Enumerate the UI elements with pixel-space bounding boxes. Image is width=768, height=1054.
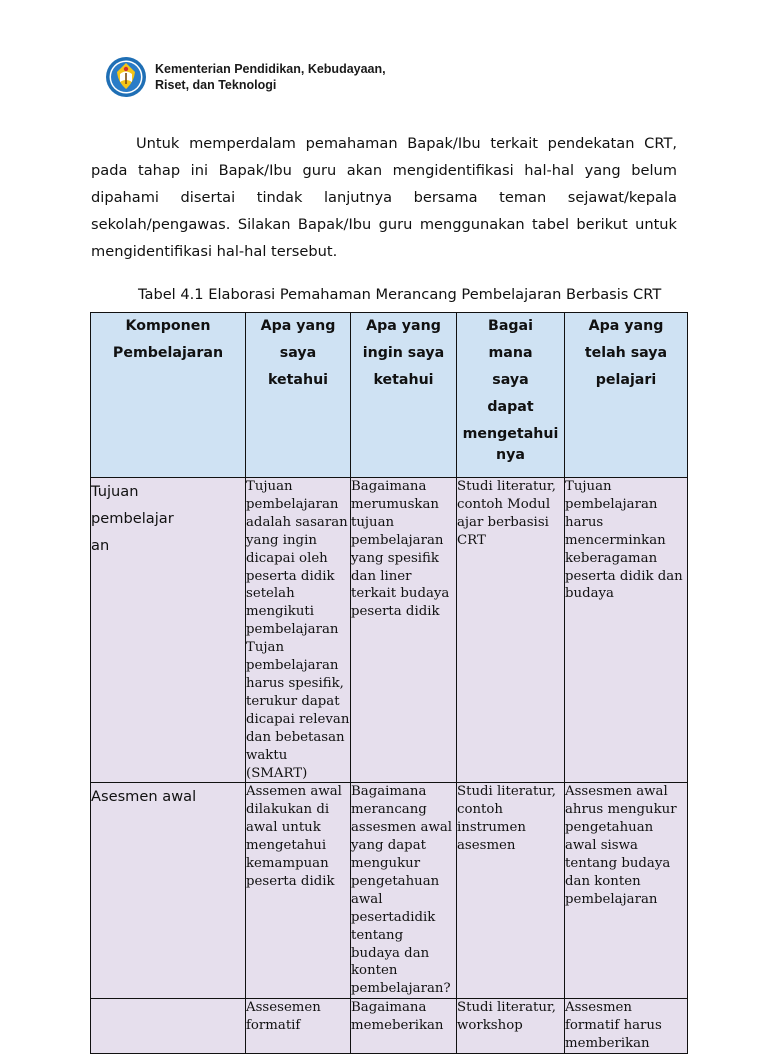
header-known: Apa yang saya ketahui bbox=[246, 313, 351, 478]
table-row bbox=[91, 478, 688, 783]
table-row bbox=[91, 999, 688, 1054]
how-to-find-out-cell: Studi literatur, contoh Modul ajar berbasisi CRT bbox=[457, 478, 565, 783]
how-to-find-out-cell: Studi literatur, workshop bbox=[457, 999, 565, 1054]
header-learned: Apa yang telah saya pelajari bbox=[565, 313, 688, 478]
ministry-name: Kementerian Pendidikan, Kebudayaan, Riset, dan Teknologi bbox=[155, 62, 386, 92]
page-header bbox=[105, 55, 395, 99]
how-to-find-out-cell: Studi literatur, contoh instrumen asesmen bbox=[457, 783, 565, 999]
header-component: Komponen Pembelajaran bbox=[91, 313, 246, 478]
table-row bbox=[91, 783, 688, 999]
intro-paragraph: Untuk memperdalam pemahaman Bapak/Ibu terkait pendekatan CRT, pada tahap ini Bapak/Ibu guru akan mengidentifikasi hal-hal yang belum dipahami disertai tindak lanjutnya bersama teman sejawat/kepala sekolah/pengawas. Silakan Bapak/Ibu guru menggunakan tabel berikut untuk mengidentifikasi hal-hal tersebut. bbox=[91, 135, 677, 260]
header-want-to-know: Apa yang ingin saya ketahui bbox=[351, 313, 457, 478]
known-cell: Tujuan pembelajaran adalah sasaran yang ingin dicapai oleh peserta didik setelah mengikuti pembelajaran Tujan pembelajaran harus spesifik, terukur dapat dicapai relevan dan bebetasan waktu (SMART) bbox=[246, 478, 351, 783]
component-cell: Asesmen awal bbox=[91, 783, 246, 999]
learned-cell: Tujuan pembelajaran harus mencerminkan keberagaman peserta didik dan budaya bbox=[565, 478, 688, 783]
learned-cell: Assesmen formatif harus memberikan bbox=[565, 999, 688, 1054]
known-cell: Assesemen formatif bbox=[246, 999, 351, 1054]
want-to-know-cell: Bagaimana merumuskan tujuan pembelajaran yang spesifik dan liner terkait budaya peserta didik bbox=[351, 478, 457, 783]
want-to-know-cell: Bagaimana merancang assesmen awal yang dapat mengukur pengetahuan awal pesertadidik tentang budaya dan konten pembelajaran? bbox=[351, 783, 457, 999]
component-cell: Tujuan pembelajar an bbox=[91, 478, 246, 783]
table-header-row bbox=[91, 313, 688, 478]
component-cell bbox=[91, 999, 246, 1054]
want-to-know-cell: Bagaimana memeberikan bbox=[351, 999, 457, 1054]
tut-wuri-handayani-logo-icon bbox=[105, 56, 147, 98]
known-cell: Assemen awal dilakukan di awal untuk mengetahui kemampuan peserta didik bbox=[246, 783, 351, 999]
learned-cell: Assesmen awal ahrus mengukur pengetahuan awal siswa tentang budaya dan konten pembelajaran bbox=[565, 783, 688, 999]
table-caption: Tabel 4.1 Elaborasi Pemahaman Merancang Pembelajaran Berbasis CRT bbox=[138, 286, 662, 303]
header-how-to-find-out: Bagai mana saya dapat mengetahui nya bbox=[457, 313, 565, 478]
elaboration-table bbox=[90, 312, 688, 1054]
